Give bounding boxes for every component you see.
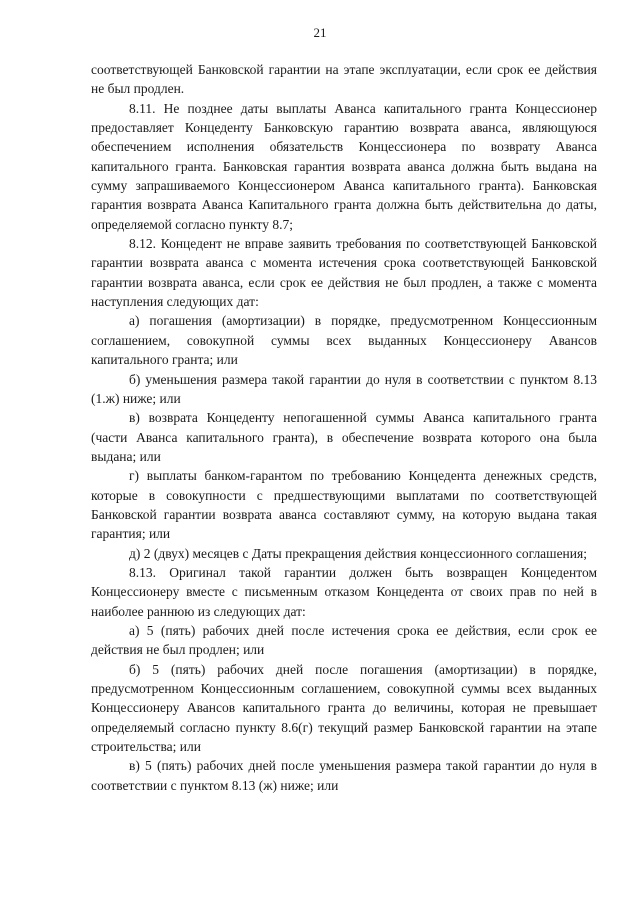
paragraph: а) 5 (пять) рабочих дней после истечения срока ее действия, если срок ее действия не был продлен; или [91,622,597,658]
paragraph: 8.13. Оригинал такой гарантии должен быть возвращен Концедентом Концессионеру вместе с письменным отказом Концедента от своих прав по ней в наиболее раннюю из следующих дат: [91,564,597,619]
paragraph: б) 5 (пять) рабочих дней после погашения (амортизации) в порядке, предусмотренном Концессионным соглашением, совокупной суммы всех выданных Концессионеру Авансов капитального гранта до величины, которая не превышает определяемый согласно пункту 8.6(г) текущий размер Банковской гарантии на этапе строительства; или [91,661,597,755]
paragraph: д) 2 (двух) месяцев с Даты прекращения действия концессионного соглашения; [129,545,587,561]
paragraph: в) возврата Концеденту непогашенной суммы Аванса капитального гранта (части Аванса капитального гранта), в обеспечение возврата которого она была выдана; или [91,410,597,464]
paragraph: г) выплаты банком-гарантом по требованию Концедента денежных средств, которые в совокупности с предшествующими выплатами по соответствующей Банковской гарантии возврата аванса составляют сумму, на которую выдана такая гарантия; или [91,468,597,542]
paragraph: в) 5 (пять) рабочих дней после уменьшения размера такой гарантии до нуля в соответствии с пунктом 8.13 (ж) ниже; или [91,758,597,793]
paragraph: соответствующей Банковской гарантии на этапе эксплуатации, если срок ее действия не был продлен. [91,62,597,97]
document-body [91,60,597,795]
paragraph: 8.11. Не позднее даты выплаты Аванса капитального гранта Концессионер предоставляет Концеденту Банковскую гарантию возврата аванса, являющуюся обеспечением исполнения обязательств Концессионера по возврату Аванса капитального гранта. Банковская гарантия возврата аванса должна быть выдана на сумму запрашиваемого Концессионером Аванса капитального гранта). Банковская гарантия возврата Аванса Капитального гранта должна быть действительна до даты, определяемой согласно пункту 8.7; [91,100,597,232]
paragraph: а) погашения (амортизации) в порядке, предусмотренном Концессионным соглашением, совокупной суммы всех выданных Концессионеру Авансов капитального гранта; или [91,313,597,368]
page-number: 21 [313,25,327,40]
paragraph: б) уменьшения размера такой гарантии до нуля в соответствии с пунктом 8.13 (1.ж) ниже; или [91,371,597,406]
paragraph: 8.12. Концедент не вправе заявить требования по соответствующей Банковской гарантии возврата аванса с момента истечения срока соответствующей Банковской гарантии возврата аванса, если срок ее действия не был продлен, а также с момента наступления следующих дат: [91,236,597,310]
